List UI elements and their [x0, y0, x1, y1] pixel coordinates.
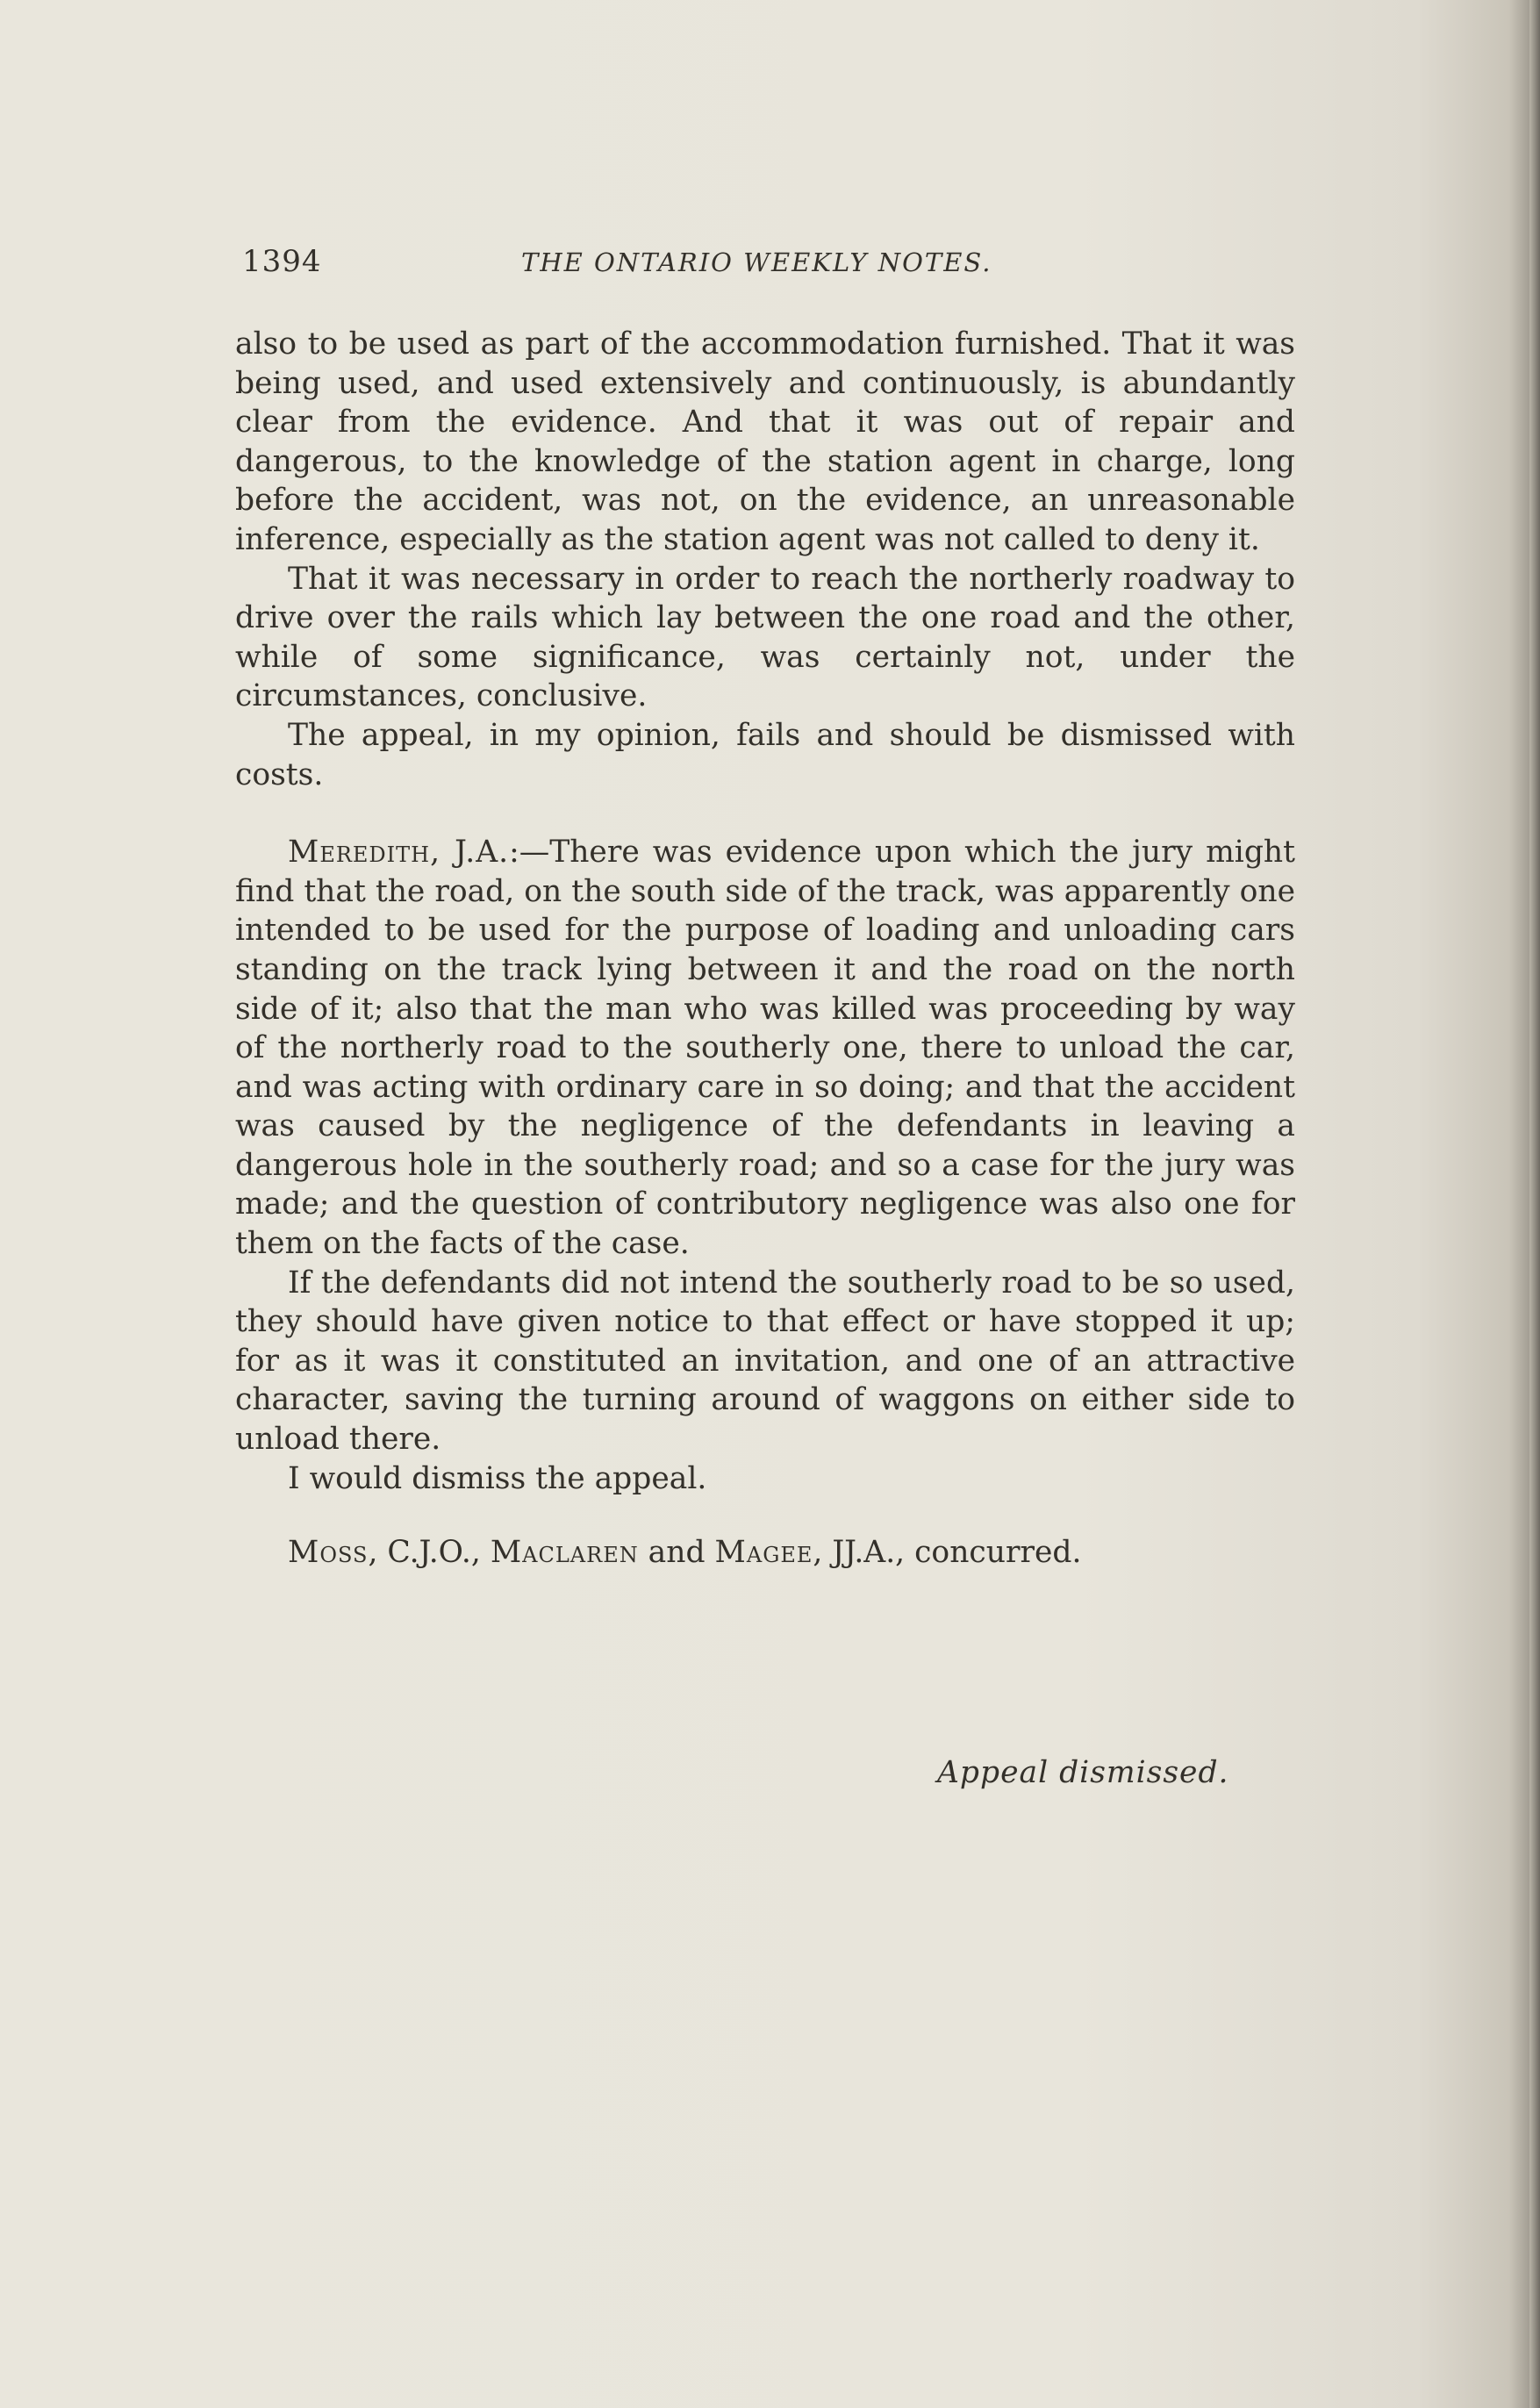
concurrence-text: and — [638, 1535, 715, 1571]
running-head — [242, 244, 1313, 284]
concurrence-text: , JJ.A., concurred. — [813, 1535, 1082, 1571]
case-result: Appeal dismissed. — [937, 1755, 1229, 1790]
opinion-text: :—There was evidence upon which the jury might find that the road, on the south side of the track, was apparently one intended to be used for the purpose of loading and unloading cars standing on the track lying between it and the road on the north side of it; also that the man who was killed was proceeding by way of the northerly road to the southerly one, there to unload the car, and was acting with ordinary care in so doing; and that the accident was caused by the negligence of the defendants in leaving a dangerous hole in the southerly road; and so a case for the jury was made; and the question of contributory negligence was also one for them on the facts of the case. — [235, 835, 1295, 1262]
judge-name: Moss — [288, 1535, 369, 1571]
concurrence-line — [235, 1533, 1295, 1573]
paragraph: If the defendants did not intend the southerly road to be so used, they should have given notice to that effect or have stopped it up; for as it was it constituted an invitation, and one of an attractive character, saving the turning around of waggons on either side to unload there. — [235, 1265, 1295, 1458]
body-text — [235, 325, 1295, 1573]
concurrence-text: , C.J.O., — [368, 1535, 491, 1571]
page-number: 1394 — [242, 244, 322, 279]
judge-name: Maclaren — [490, 1535, 639, 1571]
book-spine-shadow — [1529, 0, 1540, 2408]
judge-name: Meredith, J.A. — [288, 835, 510, 871]
meredith-opinion — [235, 833, 1295, 1264]
paragraph-continued: also to be used as part of the accommodation furnished. That it was being used, and used extensively and continuously, is abundantly clear from the evidence. And that it was out of repair and dangerous, to the knowledge of the station agent in charge, long before the accident, was not, on the evidence, an unreasonable inference, especially as the station agent was not called to deny it. — [235, 326, 1295, 557]
paragraph: That it was necessary in order to reach the northerly roadway to drive over the rails which lay between the one road and the other, while of some significance, was certainly not, under the circumstances, conclusive. — [235, 561, 1295, 714]
journal-title: THE ONTARIO WEEKLY NOTES. — [521, 247, 992, 277]
paragraph: I would dismiss the appeal. — [288, 1460, 707, 1496]
judge-name: Magee — [714, 1535, 813, 1571]
paragraph: The appeal, in my opinion, fails and should be dismissed with costs. — [235, 717, 1295, 792]
